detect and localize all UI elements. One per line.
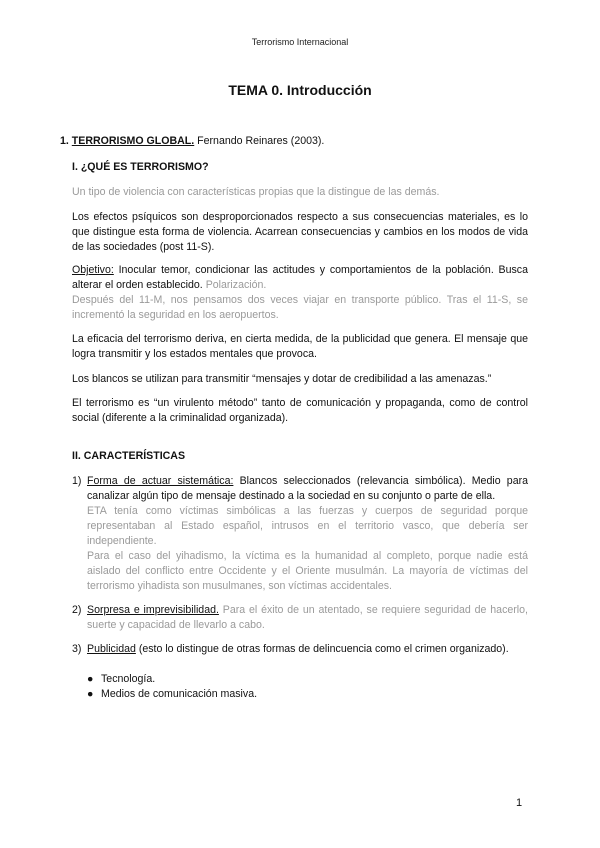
list-item-text: Publicidad (esto lo distingue de otras formas de delincuencia como el crimen organizado). — [87, 643, 509, 655]
list-number: 3) — [72, 643, 82, 655]
section-number: 1. — [60, 135, 69, 147]
page-title: TEMA 0. Introducción — [228, 82, 372, 98]
objective-note: Polarización. — [202, 279, 267, 291]
list-item-text: Sorpresa e imprevisibilidad. Para el éxito de un atentado, se requiere seguridad de hacerlo, suerte y capacidad de llevarlo a cabo. — [87, 604, 528, 631]
page-number: 1 — [516, 797, 523, 809]
section-author: Fernando Reinares (2003). — [194, 135, 325, 147]
paragraph: Después del 11-M, nos pensamos dos veces viajar en transporte público. Tras el 11-S, se incrementó la seguridad en los aeropuertos. — [72, 294, 528, 321]
bullet-item: ● Tecnología. — [87, 673, 156, 685]
list-item-label: Sorpresa e imprevisibilidad. — [87, 604, 219, 616]
list-item — [72, 603, 528, 633]
list-item-label: Forma de actuar sistemática: — [87, 475, 234, 487]
objective-text: Inocular temor, condicionar las actitudes y comportamientos de la población. Busca alterar el orden establecido. — [72, 264, 528, 291]
subsection-heading: II. CARACTERÍSTICAS — [72, 450, 186, 462]
list-item-label: Publicidad — [87, 643, 136, 655]
page-header: Terrorismo Internacional — [251, 37, 349, 47]
paragraph: La eficacia del terrorismo deriva, en cierta medida, de la publicidad que genera. El mensaje que logra transmitir y los estados mentales que provoca. — [72, 333, 528, 360]
list-item — [72, 642, 528, 657]
list-item — [72, 474, 528, 594]
bullet-item: ● Medios de comunicación masiva. — [87, 688, 258, 700]
paragraph: Los blancos se utilizan para transmitir “mensajes y dotar de credibilidad a las amenazas.” — [72, 373, 492, 385]
list-item-note: Para el caso del yihadismo, la víctima es la humanidad al completo, porque nadie está aislado del conflicto entre Occidente y el Oriente musulmán. La mayoría de víctimas del terrorismo yihadista son musulmanes, son víctimas accidentales. — [87, 550, 528, 592]
paragraph: Un tipo de violencia con características propias que la distingue de las demás. — [72, 186, 440, 198]
section-heading — [60, 134, 516, 149]
bullet-icon: ● — [87, 688, 94, 700]
paragraph: Los efectos psíquicos son desproporcionados respecto a sus consecuencias materiales, es lo que distingue esta forma de violencia. Acarrean consecuencias y cambios en los modos de vida de las sociedades (post 11-S). — [72, 211, 528, 253]
objective-label: Objetivo: — [72, 264, 114, 276]
list-number: 2) — [72, 604, 82, 616]
list-number: 1) — [72, 475, 82, 487]
list-item-note: ETA tenía como víctimas simbólicas a las fuerzas y cuerpos de seguridad porque representaban al Estado español, intrusos en el territorio vasco, que debería ser independiente. — [87, 505, 528, 547]
bullet-icon: ● — [87, 673, 94, 685]
list-item-text: Forma de actuar sistemática: Blancos seleccionados (relevancia simbólica). Medio para canalizar algún tipo de mensaje destinado a la sociedad en su conjunto o parte de ella. — [87, 475, 529, 502]
objective-paragraph — [72, 263, 528, 293]
subsection-heading: I. ¿QUÉ ES TERRORISMO? — [72, 161, 209, 173]
paragraph: El terrorismo es “un virulento método” tanto de comunicación y propaganda, como de control social (diferente a la criminalidad organizada). — [72, 397, 528, 424]
section-title: TERRORISMO GLOBAL. — [71, 135, 195, 147]
